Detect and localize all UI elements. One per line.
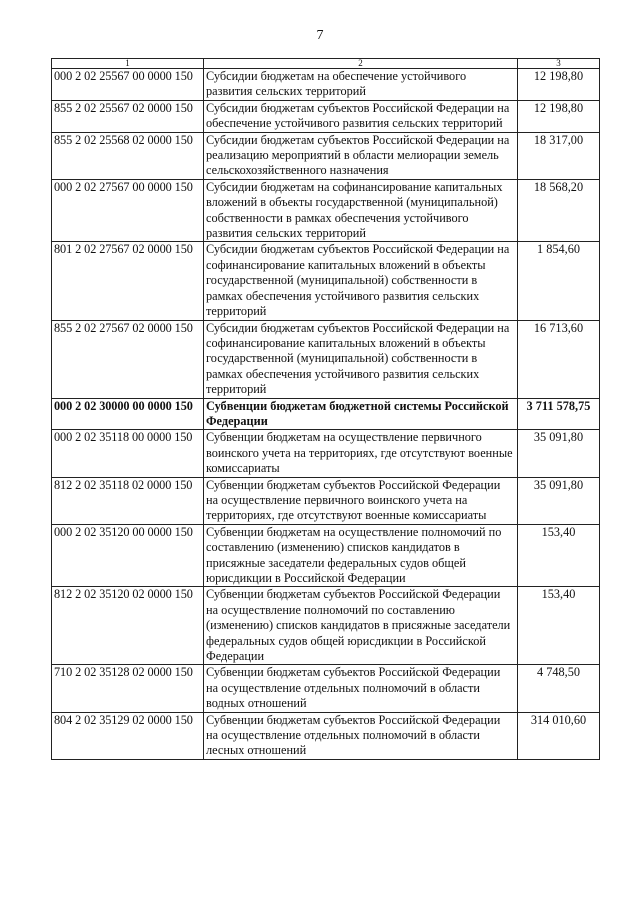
table-row bbox=[52, 398, 600, 430]
header-col-code: 1 bbox=[52, 59, 204, 69]
budget-code-cell: 812 2 02 35118 02 0000 150 bbox=[52, 477, 204, 524]
description-cell: Субвенции бюджетам бюджетной системы Российской Федерации bbox=[204, 398, 518, 430]
budget-code-cell: 812 2 02 35120 02 0000 150 bbox=[52, 587, 204, 665]
table-header-row bbox=[52, 59, 600, 69]
table-row bbox=[52, 69, 600, 101]
table-row bbox=[52, 242, 600, 320]
budget-code-cell: 000 2 02 35118 00 0000 150 bbox=[52, 430, 204, 477]
description-cell: Субвенции бюджетам субъектов Российской Федерации на осуществление отдельных полномочий в области лесных отношений bbox=[204, 712, 518, 759]
header-col-name: 2 bbox=[204, 59, 518, 69]
budget-code-cell: 000 2 02 30000 00 0000 150 bbox=[52, 398, 204, 430]
amount-cell: 1 854,60 bbox=[518, 242, 600, 320]
table-row bbox=[52, 587, 600, 665]
description-cell: Субсидии бюджетам субъектов Российской Федерации на софинансирование капитальных вложений в объекты государственной (муниципальной) собственности в рамках обеспечения устойчивого развития сельских территорий bbox=[204, 320, 518, 398]
amount-cell: 35 091,80 bbox=[518, 430, 600, 477]
table-row bbox=[52, 430, 600, 477]
budget-code-cell: 804 2 02 35129 02 0000 150 bbox=[52, 712, 204, 759]
table-row bbox=[52, 665, 600, 712]
description-cell: Субвенции бюджетам субъектов Российской Федерации на осуществление первичного воинского учета на территориях, где отсутствуют военные комиссариаты bbox=[204, 477, 518, 524]
description-cell: Субсидии бюджетам на софинансирование капитальных вложений в объекты государственной (муниципальной) собственности в рамках обеспечения устойчивого развития сельских территорий bbox=[204, 179, 518, 242]
header-col-amount: 3 bbox=[518, 59, 600, 69]
table-row bbox=[52, 712, 600, 759]
amount-cell: 153,40 bbox=[518, 587, 600, 665]
table-row bbox=[52, 320, 600, 398]
page-number: 7 bbox=[316, 28, 324, 43]
description-cell: Субсидии бюджетам субъектов Российской Федерации на реализацию мероприятий в области мелиорации земель сельскохозяйственного назначения bbox=[204, 132, 518, 179]
budget-code-cell: 000 2 02 35120 00 0000 150 bbox=[52, 524, 204, 587]
table-row bbox=[52, 524, 600, 587]
description-cell: Субвенции бюджетам на осуществление полномочий по составлению (изменению) списков кандидатов в присяжные заседатели федеральных судов общей юрисдикции в Российской Федерации bbox=[204, 524, 518, 587]
amount-cell: 12 198,80 bbox=[518, 69, 600, 101]
budget-code-cell: 855 2 02 25568 02 0000 150 bbox=[52, 132, 204, 179]
amount-cell: 153,40 bbox=[518, 524, 600, 587]
budget-code-cell: 000 2 02 27567 00 0000 150 bbox=[52, 179, 204, 242]
amount-cell: 18 568,20 bbox=[518, 179, 600, 242]
description-cell: Субсидии бюджетам на обеспечение устойчивого развития сельских территорий bbox=[204, 69, 518, 101]
description-cell: Субвенции бюджетам субъектов Российской Федерации на осуществление отдельных полномочий в области водных отношений bbox=[204, 665, 518, 712]
budget-code-cell: 710 2 02 35128 02 0000 150 bbox=[52, 665, 204, 712]
table-row bbox=[52, 477, 600, 524]
table-row bbox=[52, 132, 600, 179]
description-cell: Субсидии бюджетам субъектов Российской Федерации на софинансирование капитальных вложений в объекты государственной (муниципальной) собственности в рамках обеспечения устойчивого развития сельских территорий bbox=[204, 242, 518, 320]
budget-code-cell: 000 2 02 25567 00 0000 150 bbox=[52, 69, 204, 101]
budget-table bbox=[51, 58, 600, 760]
budget-code-cell: 801 2 02 27567 02 0000 150 bbox=[52, 242, 204, 320]
amount-cell: 314 010,60 bbox=[518, 712, 600, 759]
description-cell: Субвенции бюджетам на осуществление первичного воинского учета на территориях, где отсутствуют военные комиссариаты bbox=[204, 430, 518, 477]
budget-code-cell: 855 2 02 27567 02 0000 150 bbox=[52, 320, 204, 398]
amount-cell: 18 317,00 bbox=[518, 132, 600, 179]
amount-cell: 35 091,80 bbox=[518, 477, 600, 524]
amount-cell: 12 198,80 bbox=[518, 100, 600, 132]
budget-code-cell: 855 2 02 25567 02 0000 150 bbox=[52, 100, 204, 132]
description-cell: Субсидии бюджетам субъектов Российской Федерации на обеспечение устойчивого развития сельских территорий bbox=[204, 100, 518, 132]
amount-cell: 16 713,60 bbox=[518, 320, 600, 398]
amount-cell: 3 711 578,75 bbox=[518, 398, 600, 430]
amount-cell: 4 748,50 bbox=[518, 665, 600, 712]
description-cell: Субвенции бюджетам субъектов Российской Федерации на осуществление полномочий по составлению (изменению) списков кандидатов в присяжные заседатели федеральных судов общей юрисдикции в Российской Федерации bbox=[204, 587, 518, 665]
table-row bbox=[52, 179, 600, 242]
table-row bbox=[52, 100, 600, 132]
